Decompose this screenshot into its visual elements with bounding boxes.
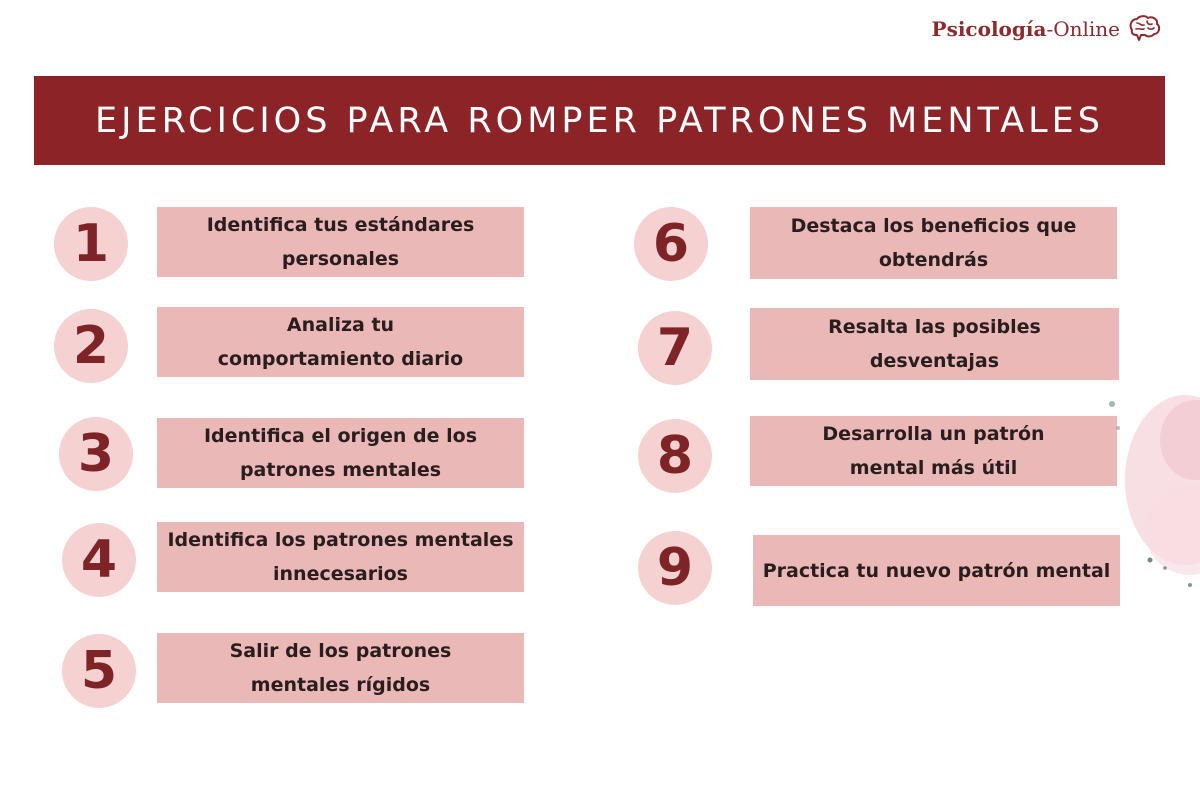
step-3-label (204, 419, 477, 487)
title-banner (34, 76, 1165, 165)
step-8-label (822, 417, 1044, 485)
step-2-line-2: comportamiento diario (217, 348, 464, 370)
step-6-label (791, 209, 1077, 277)
step-7-label (828, 310, 1041, 378)
step-7-line-2: desventajas (869, 350, 1000, 372)
step-5-line-1: Salir de los patrones (229, 640, 452, 662)
step-3-number: 3 (59, 417, 133, 491)
step-5-number: 5 (62, 634, 136, 708)
step-2-box (157, 307, 524, 377)
step-7-box (750, 308, 1119, 380)
brand-name-sub: Online (1053, 17, 1120, 41)
step-1-number: 1 (54, 207, 128, 281)
step-1-label (207, 208, 475, 276)
step-8-box (750, 416, 1117, 486)
step-3-line-1: Identifica el origen de los (203, 425, 477, 447)
step-3-line-2: patrones mentales (239, 459, 442, 481)
step-1-box (157, 207, 524, 277)
step-1-line-2: personales (281, 248, 400, 270)
step-9-box (753, 535, 1120, 606)
step-9-label (763, 554, 1111, 588)
step-6-line-1: Destaca los beneficios que (790, 215, 1077, 237)
step-6-line-2: obtendrás (878, 249, 989, 271)
step-3-box (157, 418, 524, 488)
step-4-line-1: Identifica los patrones mentales (167, 529, 514, 551)
step-4-box (157, 522, 524, 592)
brand-name (932, 17, 1120, 41)
step-7-number: 7 (638, 311, 712, 385)
brand-logo (932, 14, 1162, 44)
brand-name-separator: - (1046, 17, 1054, 41)
step-4-number: 4 (62, 523, 136, 597)
step-6-box (750, 207, 1117, 279)
step-4-label (167, 523, 513, 591)
step-8-number: 8 (638, 419, 712, 493)
step-2-number: 2 (54, 309, 128, 383)
brain-icon (1126, 14, 1162, 44)
step-2-line-1: Analiza tu (286, 314, 395, 336)
step-2-label (218, 308, 463, 376)
step-1-line-1: Identifica tus estándares (206, 214, 475, 236)
step-5-line-2: mentales rígidos (250, 674, 431, 696)
step-8-line-1: Desarrolla un patrón (822, 423, 1045, 445)
step-5-box (157, 633, 524, 703)
step-9-number: 9 (638, 531, 712, 605)
brand-name-main: Psicología (931, 17, 1047, 41)
step-7-line-1: Resalta las posibles (828, 316, 1041, 338)
step-5-label (230, 634, 452, 702)
page-title: EJERCICIOS PARA ROMPER PATRONES MENTALES (95, 100, 1104, 141)
step-6-number: 6 (634, 207, 708, 281)
step-4-line-2: innecesarios (273, 563, 408, 585)
step-9-line-1: Practica tu nuevo patrón mental (762, 559, 1111, 582)
step-8-line-2: mental más útil (849, 457, 1018, 479)
